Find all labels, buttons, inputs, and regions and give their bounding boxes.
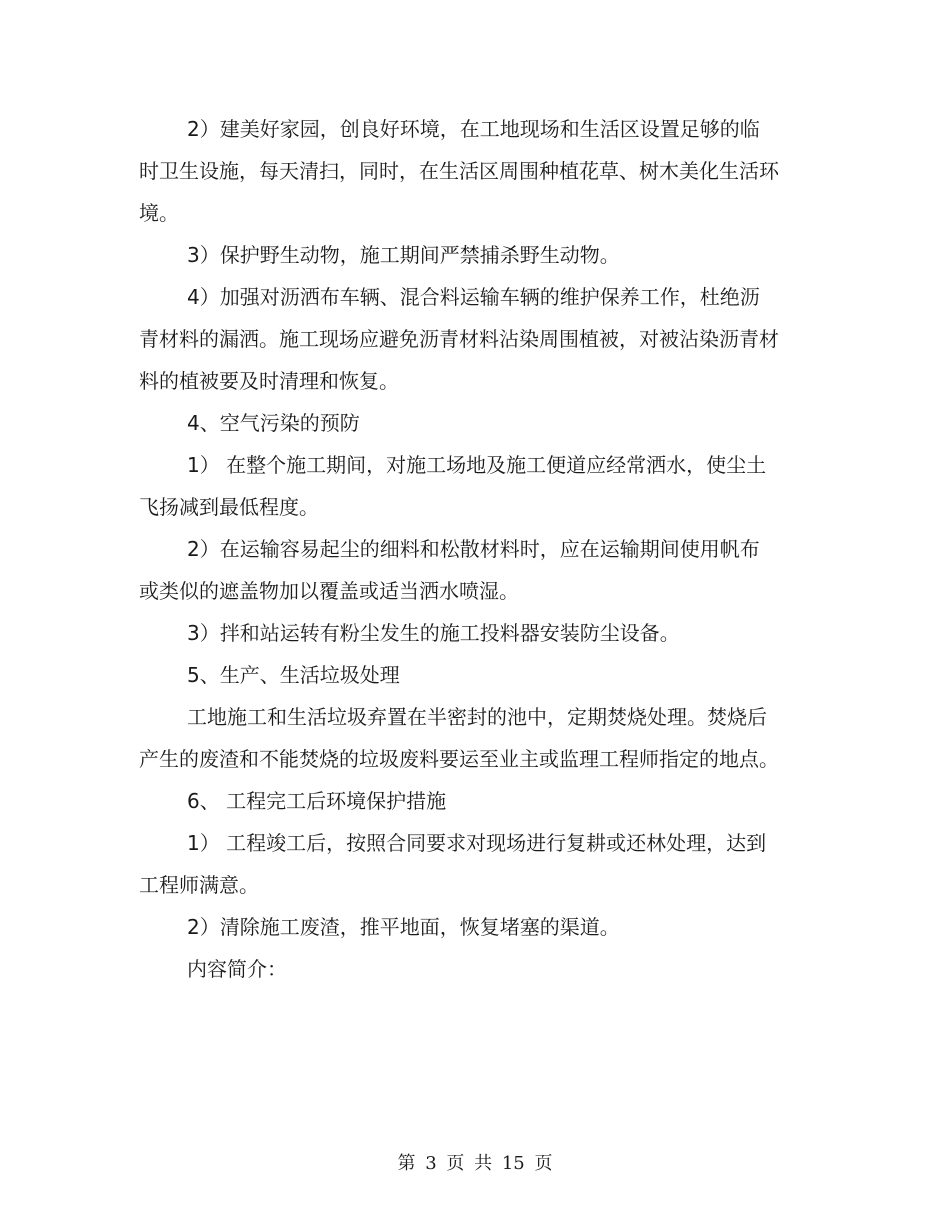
paragraph: 内容简介： (187, 957, 287, 981)
page-number-footer: 第 3 页 共 15 页 (397, 1153, 553, 1174)
paragraph: 4）加强对沥洒布车辆、混合料运输车辆的维护保养工作，杜绝沥青材料的漏洒。施工现场应避免沥青材料沾染周围植被，对被沾染沥青材料的植被要及时清理和恢复。 (139, 285, 779, 393)
paragraph: 2）在运输容易起尘的细料和松散材料时，应在运输期间使用帆布或类似的遮盖物加以覆盖或适当洒水喷湿。 (139, 537, 760, 603)
paragraph: 3）拌和站运转有粉尘发生的施工投料器安装防尘设备。 (187, 621, 680, 645)
paragraph: 1） 工程竣工后，按照合同要求对现场进行复耕或还林处理，达到工程师满意。 (139, 831, 767, 897)
paragraph: 1） 在整个施工期间，对施工场地及施工便道应经常洒水，使尘土飞扬减到最低程度。 (139, 453, 767, 519)
paragraph: 3）保护野生动物，施工期间严禁捕杀野生动物。 (187, 243, 620, 267)
section-heading: 5、生产、生活垃圾处理 (187, 663, 400, 687)
section-heading: 4、空气污染的预防 (187, 411, 360, 435)
paragraph: 工地施工和生活垃圾弃置在半密封的池中，定期焚烧处理。焚烧后产生的废渣和不能焚烧的垃圾废料要运至业主或监理工程师指定的地点。 (139, 705, 779, 771)
paragraph: 2）建美好家园，创良好环境，在工地现场和生活区设置足够的临时卫生设施，每天清扫，同时，在生活区周围种植花草、树木美化生活环境。 (139, 117, 779, 225)
paragraph: 2）清除施工废渣，推平地面，恢复堵塞的渠道。 (187, 915, 620, 939)
document-body (139, 108, 779, 990)
section-heading: 6、 工程完工后环境保护措施 (187, 789, 447, 813)
